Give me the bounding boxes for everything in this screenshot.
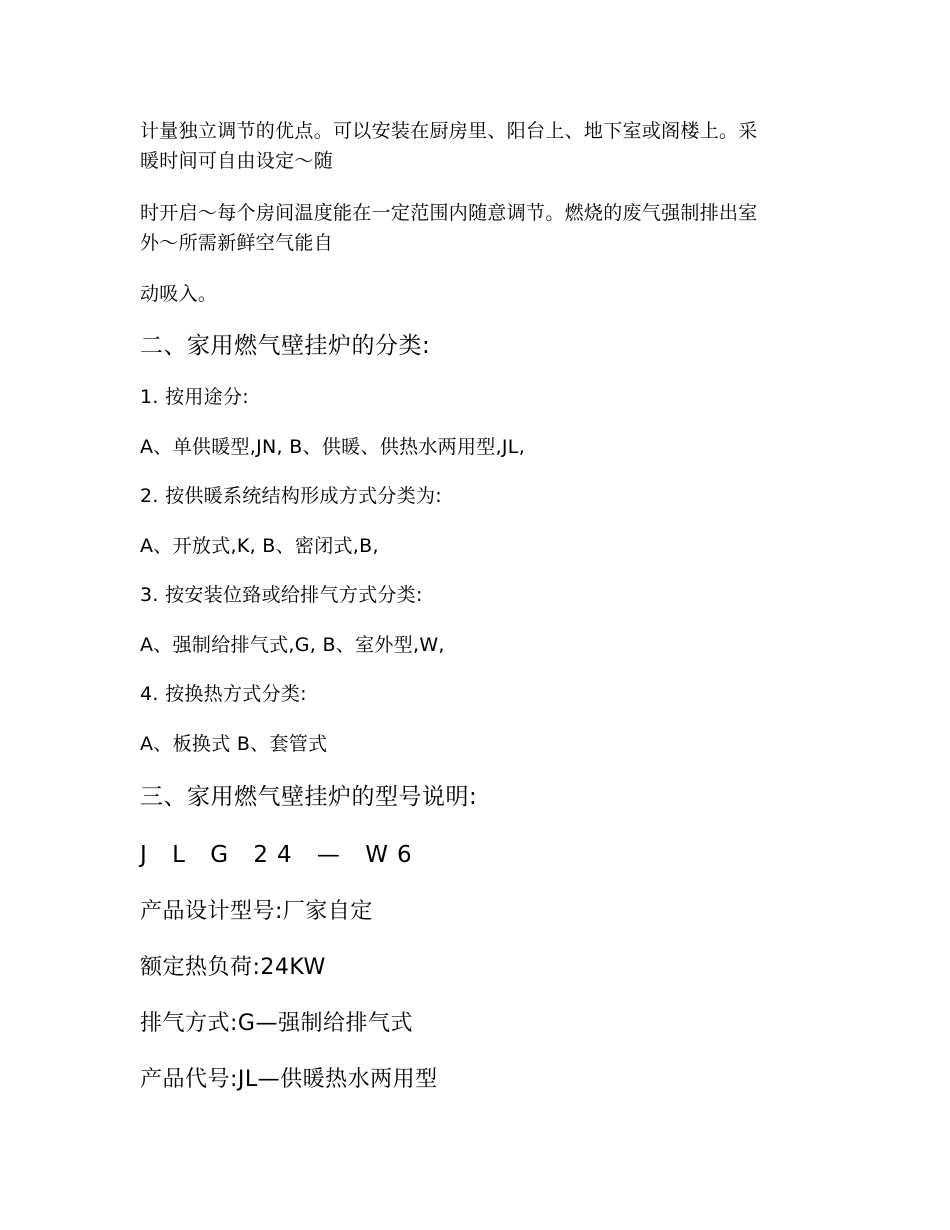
list-item-title: 3. 按安装位臵或给排气方式分类: <box>140 584 423 606</box>
spec-line: 产品设计型号:厂家自定 <box>140 899 373 924</box>
paragraph-line: 计量独立调节的优点。可以安装在厨房里、阳台上、地下室或阁楼上。采 <box>140 120 758 142</box>
paragraph-line: 时开启～每个房间温度能在一定范围内随意调节。燃烧的废气强制排出室 <box>140 202 758 224</box>
list-item-body: A、板换式 B、套管式 <box>140 733 328 755</box>
spec-line: 产品代号:JL—供暖热水两用型 <box>140 1067 438 1092</box>
list-item-title: 2. 按供暖系统结构形成方式分类为: <box>140 485 442 507</box>
paragraph-line: 动吸入。 <box>140 283 218 305</box>
paragraph-line: 暖时间可自由设定～随 <box>140 150 334 172</box>
spec-line: 额定热负荷:24KW <box>140 955 326 980</box>
list-item-body: A、开放式,K, B、密闭式,B, <box>140 535 379 557</box>
spec-line: 排气方式:G—强制给排气式 <box>140 1011 413 1036</box>
list-item-body: A、单供暖型,JN, B、供暖、供热水两用型,JL, <box>140 436 526 458</box>
section-heading: 二、家用燃气壁挂炉的分类: <box>140 333 431 359</box>
list-item-title: 1. 按用途分: <box>140 386 249 408</box>
paragraph-line: 外～所需新鲜空气能自 <box>140 232 334 254</box>
list-item-title: 4. 按换热方式分类: <box>140 683 307 705</box>
model-code: J L G 24 — W6 <box>140 842 421 868</box>
list-item-body: A、强制给排气式,G, B、室外型,W, <box>140 634 445 656</box>
section-heading: 三、家用燃气壁挂炉的型号说明: <box>140 784 478 810</box>
